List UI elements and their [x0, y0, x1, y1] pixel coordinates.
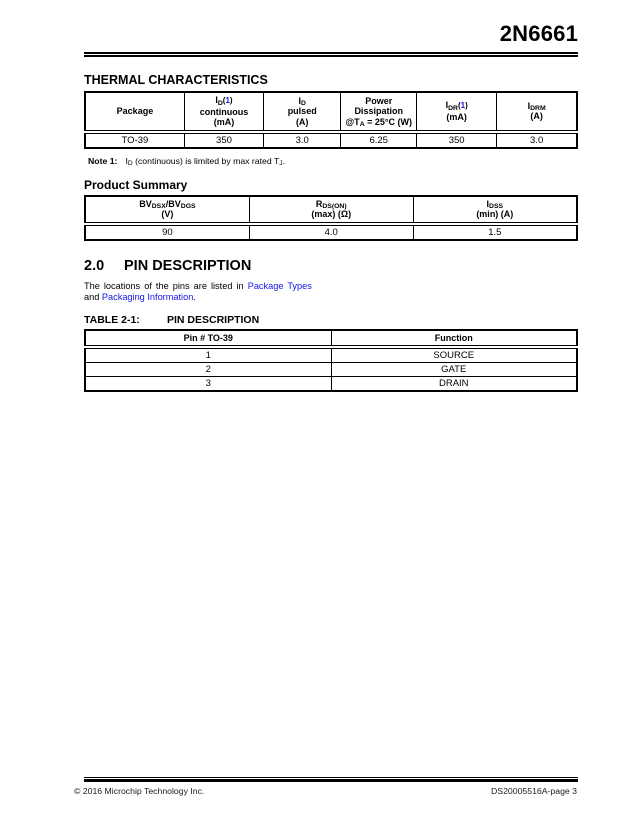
cell-pin-1: 1 — [85, 347, 331, 363]
note-label: Note 1: — [88, 155, 118, 166]
intro-line1 — [84, 281, 312, 291]
cell-id-pulsed: 3.0 — [264, 132, 341, 148]
cell-pin-3: 3 — [85, 377, 331, 392]
cell-idr: 350 — [417, 132, 497, 148]
cell-pin-2-function: GATE — [331, 363, 577, 377]
section-number: 2.0 — [84, 257, 105, 274]
page-footer — [0, 777, 641, 796]
pin-intro-paragraph — [84, 281, 414, 304]
product-summary-table — [84, 195, 578, 241]
product-col-bvdsx-bvdgs: $BV_{DSX}/BV_{DGS}$ (V) — [85, 196, 249, 224]
cell-pin-3-function: DRAIN — [331, 377, 577, 392]
thermal-col-idrm: $I_{DRM}$ (A) — [497, 92, 577, 132]
thermal-col-id-pulsed: $I_D$ pulsed (A) — [264, 92, 341, 132]
packaging-information-link[interactable]: Packaging Information — [101, 292, 194, 302]
intro-text-2: and — [84, 292, 102, 302]
cell-id-continuous: 350 — [184, 132, 263, 148]
note-text: $I_D$ (continuous) is limited by max rated $T_J$. — [125, 155, 286, 167]
thermal-table — [84, 91, 578, 149]
thermal-heading: THERMAL CHARACTERISTICS — [84, 73, 268, 87]
cell-idrm: 3.0 — [497, 132, 577, 148]
cell-package: TO-39 — [85, 132, 184, 148]
cell-pin-1-function: SOURCE — [331, 347, 577, 363]
cell-power-dissipation: 6.25 — [341, 132, 417, 148]
pin-description-section-heading — [84, 259, 578, 274]
page-content — [84, 0, 578, 392]
thermal-data-row — [85, 132, 577, 148]
intro-text-3: . — [193, 292, 196, 302]
note1-ref-link[interactable]: 1 — [460, 101, 466, 111]
table-2-1-title: PIN DESCRIPTION — [167, 313, 260, 326]
cell-pin-2: 2 — [85, 363, 331, 377]
table-2-1-label: TABLE 2-1: — [84, 313, 140, 326]
header-rule — [84, 52, 578, 57]
thermal-col-package: Package — [85, 92, 184, 132]
thermal-note — [88, 156, 578, 166]
cell-idss: 1.5 — [413, 224, 577, 240]
product-col-idss: $I_{DSS}$ (min) (A) — [413, 196, 577, 224]
package-types-link[interactable]: Package Types — [247, 280, 312, 291]
note1-ref-link[interactable]: 1 — [225, 96, 230, 105]
pin-description-table — [84, 329, 578, 393]
product-summary-heading: Product Summary — [84, 177, 188, 192]
product-header-row — [85, 196, 577, 224]
pin-row-3 — [85, 377, 577, 392]
thermal-col-power-dissipation: Power Dissipation $@T_A = 25^\circ C$ (W) — [341, 92, 417, 132]
table-2-1-caption — [84, 314, 578, 326]
product-col-rdson: $R_{DS(ON)}$ (max) (Ω) — [249, 196, 413, 224]
section-title: PIN DESCRIPTION — [124, 257, 252, 274]
pin-row-1 — [85, 347, 577, 363]
cell-bvdsx-bvdgs: 90 — [85, 224, 249, 240]
pin-row-2 — [85, 363, 577, 377]
pin-col-number: Pin # TO-39 — [85, 330, 331, 348]
thermal-header-row — [85, 92, 577, 132]
pin-header-row — [85, 330, 577, 348]
pin-col-function: Function — [331, 330, 577, 348]
doc-title: 2N6661 — [499, 21, 578, 46]
footer-rule — [84, 777, 578, 782]
thermal-col-id-continuous: $I_D(1)$ continuous (mA) — [184, 92, 263, 132]
thermal-col-idr: $I_{DR}(1)$ (mA) — [417, 92, 497, 132]
cell-rdson: 4.0 — [249, 224, 413, 240]
intro-text-1: The locations of the pins are listed in — [84, 280, 248, 291]
footer-copyright: © 2016 Microchip Technology Inc. — [74, 786, 205, 796]
product-data-row — [85, 224, 577, 240]
footer-doc-page-number: DS20005516A-page 3 — [491, 786, 577, 796]
